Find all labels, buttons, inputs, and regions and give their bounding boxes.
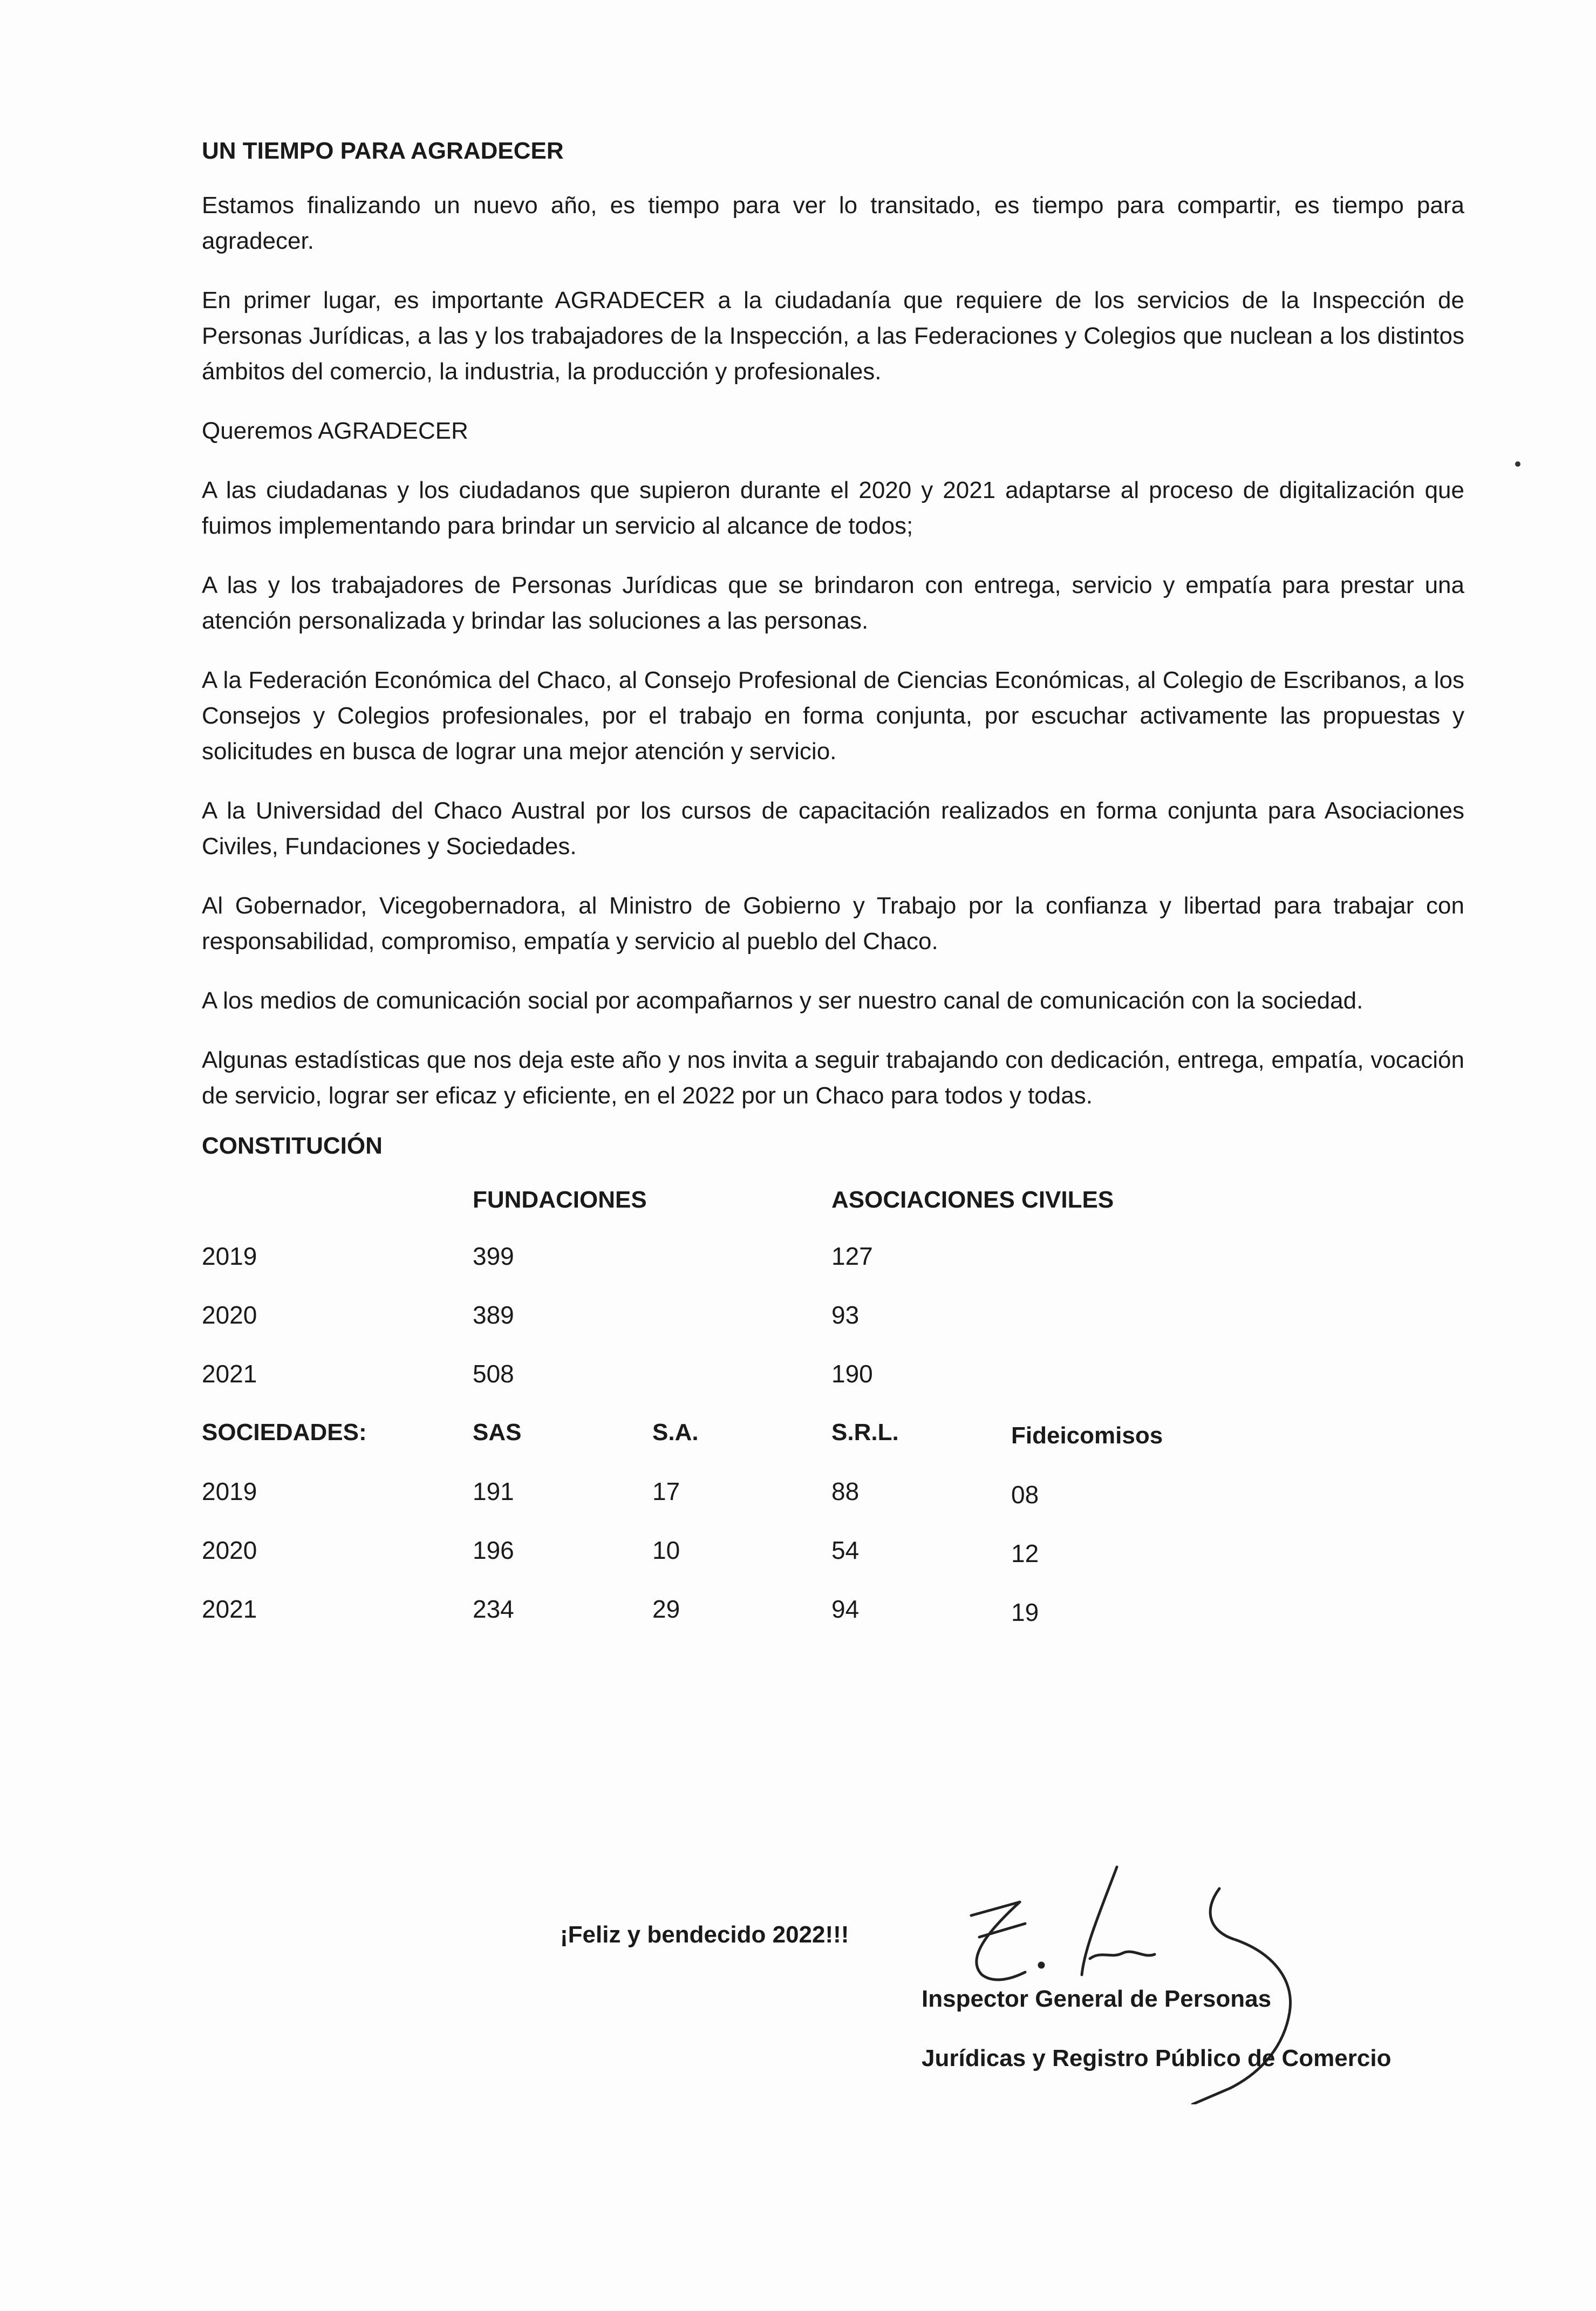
signer-block xyxy=(922,1983,1391,2102)
year-cell: 2019 xyxy=(202,1477,257,1505)
year-cell: 2021 xyxy=(202,1360,257,1388)
value-cell: 08 xyxy=(1011,1481,1039,1509)
year-cell: 2019 xyxy=(202,1242,257,1270)
value-cell: 93 xyxy=(831,1301,860,1329)
paragraph: A la Federación Económica del Chaco, al Consejo Profesional de Ciencias Económicas, al Colegio de Escribanos, a los Consejos y Colegios profesionales, por el trabajo en forma conjunta, por escuchar activamente las propuestas y solicitudes en busca de lograr una mejor atención y servicio. xyxy=(202,667,1464,765)
value-cell: 196 xyxy=(473,1536,514,1564)
value-cell: 508 xyxy=(473,1360,514,1388)
column-header: ASOCIACIONES CIVILES xyxy=(831,1187,1114,1213)
closing-greeting: ¡Feliz y bendecido 2022!!! xyxy=(560,1921,849,1948)
year-cell: 2020 xyxy=(202,1301,257,1329)
statistics-table xyxy=(202,1184,1464,1652)
paragraph: A las ciudadanas y los ciudadanos que supieron durante el 2020 y 2021 adaptarse al proceso de digitalización que fuimos implementando para brindar un servicio al alcance de todos; xyxy=(202,477,1464,539)
signer-title-line2: Jurídicas y Registro Público de Comercio xyxy=(922,2045,1392,2071)
value-cell: 54 xyxy=(831,1536,860,1564)
value-cell: 10 xyxy=(652,1536,680,1564)
value-cell: 17 xyxy=(652,1477,680,1505)
table-row xyxy=(202,1358,1464,1416)
table-row xyxy=(202,1534,1464,1593)
constitucion-header-row xyxy=(202,1184,1464,1240)
value-cell: 127 xyxy=(831,1242,873,1270)
value-cell: 88 xyxy=(831,1477,860,1505)
value-cell: 12 xyxy=(1011,1539,1039,1567)
year-cell: 2020 xyxy=(202,1536,257,1564)
paragraph: Queremos AGRADECER xyxy=(202,418,468,444)
value-cell: 94 xyxy=(831,1595,860,1623)
column-header: SAS xyxy=(473,1419,522,1446)
column-header: Fideicomisos xyxy=(1011,1422,1163,1449)
value-cell: 29 xyxy=(652,1595,680,1623)
letter-body xyxy=(202,135,1464,1652)
table-row xyxy=(202,1475,1464,1534)
column-header: SOCIEDADES: xyxy=(202,1419,367,1446)
value-cell: 190 xyxy=(831,1360,873,1388)
sociedades-header-row xyxy=(202,1416,1464,1475)
ink-speck xyxy=(1515,461,1520,467)
value-cell: 389 xyxy=(473,1301,514,1329)
table-row xyxy=(202,1593,1464,1652)
value-cell: 191 xyxy=(473,1477,514,1505)
letter-title: UN TIEMPO PARA AGRADECER xyxy=(202,138,564,164)
signer-title-line1: Inspector General de Personas xyxy=(922,1986,1272,2012)
paragraph: A las y los trabajadores de Personas Jurídicas que se brindaron con entrega, servicio y empatía para prestar una atención personalizada y brindar las soluciones a las personas. xyxy=(202,572,1464,634)
value-cell: 399 xyxy=(473,1242,514,1270)
paragraph: Al Gobernador, Vicegobernadora, al Ministro de Gobierno y Trabajo por la confianza y libertad para trabajar con responsabilidad, compromiso, empatía y servicio al pueblo del Chaco. xyxy=(202,892,1464,955)
value-cell: 234 xyxy=(473,1595,514,1623)
paragraph: Estamos finalizando un nuevo año, es tiempo para ver lo transitado, es tiempo para compartir, es tiempo para agradecer. xyxy=(202,192,1464,254)
table-row xyxy=(202,1299,1464,1358)
paragraph: A los medios de comunicación social por acompañarnos y ser nuestro canal de comunicación con la sociedad. xyxy=(202,987,1363,1014)
paragraph: En primer lugar, es importante AGRADECER a la ciudadanía que requiere de los servicios de la Inspección de Personas Jurídicas, a las y los trabajadores de la Inspección, a las Federaciones y Colegios que nuclean a los distintos ámbitos del comercio, la industria, la producción y profesionales. xyxy=(202,287,1464,385)
value-cell: 19 xyxy=(1011,1598,1039,1626)
column-header: FUNDACIONES xyxy=(473,1187,647,1213)
constitucion-title: CONSTITUCIÓN xyxy=(202,1133,383,1159)
column-header: S.A. xyxy=(652,1419,699,1446)
paragraph: Algunas estadísticas que nos deja este año y nos invita a seguir trabajando con dedicación, entrega, empatía, vocación de servicio, lograr ser eficaz y eficiente, en el 2022 por un Chaco para todos y todas. xyxy=(202,1047,1464,1109)
year-cell: 2021 xyxy=(202,1595,257,1623)
column-header: S.R.L. xyxy=(831,1419,899,1446)
paragraph: A la Universidad del Chaco Austral por los cursos de capacitación realizados en forma conjunta para Asociaciones Civiles, Fundaciones y Sociedades. xyxy=(202,797,1464,860)
table-row xyxy=(202,1240,1464,1299)
